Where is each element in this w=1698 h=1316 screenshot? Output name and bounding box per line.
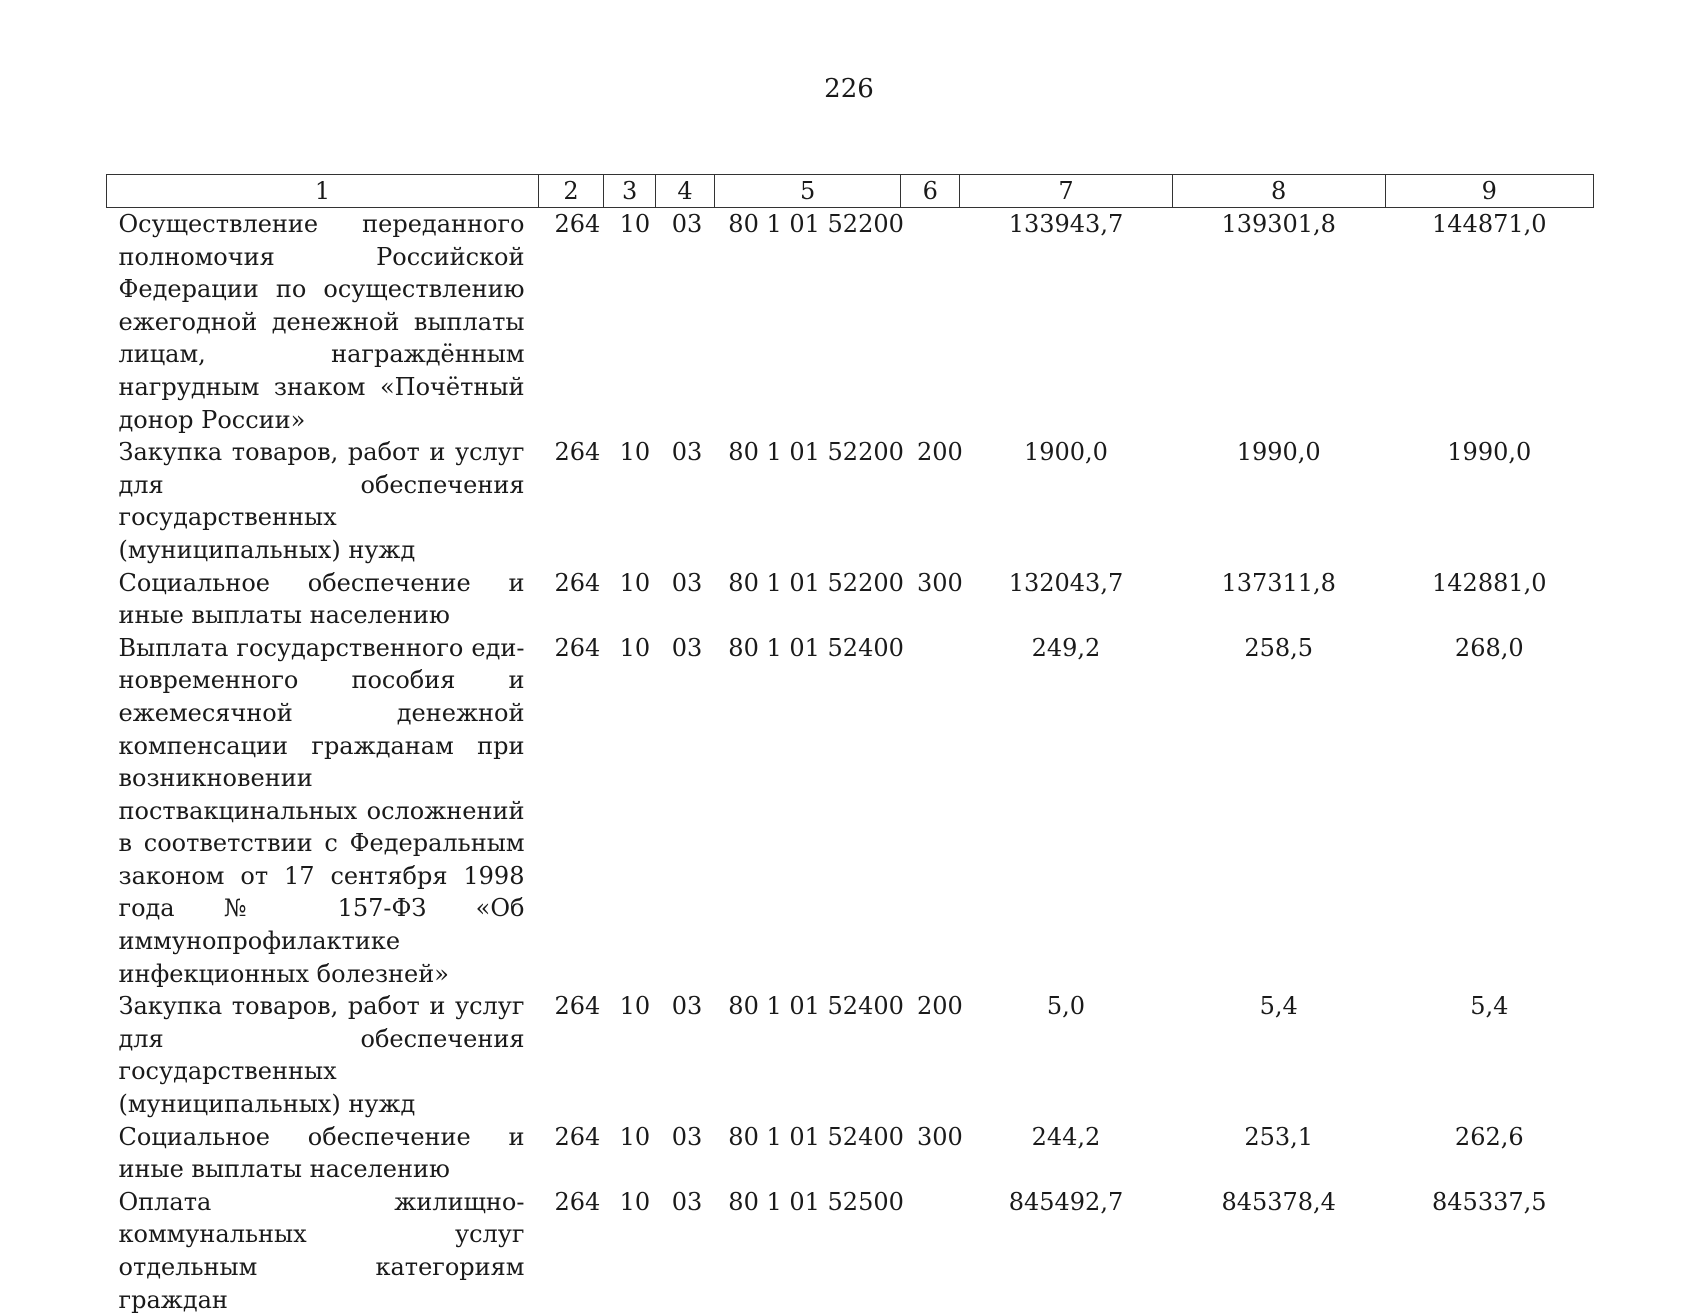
table-header-row bbox=[107, 175, 1594, 208]
cell-col-8: 845378,4 bbox=[1221, 1187, 1336, 1216]
cell-col-2: 264 bbox=[554, 1187, 601, 1216]
cell-col-6 bbox=[901, 632, 960, 991]
cell-col-9: 5,4 bbox=[1470, 992, 1509, 1021]
cell-col-8: 253,1 bbox=[1244, 1122, 1314, 1151]
cell-col-6: 300 bbox=[916, 1122, 963, 1151]
cell-col-2: 264 bbox=[554, 438, 601, 467]
cell-col-4: 03 bbox=[671, 1187, 703, 1216]
row-description: Социальное обеспечение и иные выплаты населению bbox=[118, 1122, 525, 1184]
cell-col-9: 144871,0 bbox=[1432, 210, 1547, 238]
cell-col-5: 80 1 01 52400 bbox=[728, 1122, 904, 1151]
cell-col-8: 1990,0 bbox=[1236, 438, 1321, 467]
budget-table bbox=[106, 174, 1594, 1316]
table-row bbox=[107, 632, 1594, 991]
table-row bbox=[107, 1121, 1594, 1186]
cell-col-5: 80 1 01 52400 bbox=[728, 992, 904, 1021]
cell-col-3: 10 bbox=[619, 1122, 651, 1151]
cell-col-3: 10 bbox=[619, 438, 651, 467]
column-header: 8 bbox=[1172, 175, 1385, 208]
cell-col-7: 132043,7 bbox=[1008, 568, 1124, 597]
cell-col-6: 200 bbox=[916, 438, 963, 467]
column-header: 1 bbox=[107, 175, 539, 208]
cell-col-5: 80 1 01 52200 bbox=[728, 438, 904, 467]
cell-col-2: 264 bbox=[554, 210, 601, 238]
cell-col-8: 5,4 bbox=[1259, 992, 1298, 1021]
cell-col-2: 264 bbox=[554, 992, 601, 1021]
cell-col-7: 5,0 bbox=[1046, 992, 1086, 1021]
cell-col-7: 1900,0 bbox=[1023, 438, 1108, 467]
column-header: 4 bbox=[656, 175, 715, 208]
cell-col-7: 133943,7 bbox=[1008, 210, 1124, 238]
table-row bbox=[107, 436, 1594, 566]
table-row bbox=[107, 567, 1594, 632]
cell-col-5: 80 1 01 52400 bbox=[728, 633, 904, 662]
cell-col-8: 139301,8 bbox=[1221, 210, 1336, 238]
cell-col-3: 10 bbox=[619, 210, 651, 238]
row-description: Социальное обеспечение и иные выплаты населению bbox=[118, 568, 525, 630]
cell-col-8: 258,5 bbox=[1244, 633, 1314, 662]
table-row bbox=[107, 990, 1594, 1120]
cell-col-3: 10 bbox=[619, 992, 651, 1021]
cell-col-3: 10 bbox=[619, 568, 651, 597]
cell-col-5: 80 1 01 52200 bbox=[728, 568, 904, 597]
column-header: 6 bbox=[901, 175, 960, 208]
cell-col-9: 262,6 bbox=[1454, 1122, 1524, 1151]
cell-col-6 bbox=[901, 1186, 960, 1316]
row-description: Выплата государственного единовременного пособия и ежемесячной денежной компенсации гражданам при возникновении поствакцинальных осложнений в соответствии с Федеральным законом от 17 сентября 1998 года № 157-ФЗ «Об иммунопрофилактике инфекционных болезней» bbox=[118, 633, 525, 988]
cell-col-7: 244,2 bbox=[1031, 1122, 1101, 1151]
row-description: Оплата жилищно-коммунальных услуг отдельным категориям граждан bbox=[118, 1187, 525, 1314]
cell-col-9: 268,0 bbox=[1454, 633, 1524, 662]
cell-col-6: 200 bbox=[916, 992, 963, 1021]
cell-col-4: 03 bbox=[671, 210, 703, 238]
column-header: 7 bbox=[960, 175, 1173, 208]
cell-col-9: 845337,5 bbox=[1432, 1187, 1547, 1216]
cell-col-6 bbox=[901, 208, 960, 437]
table-row bbox=[107, 1186, 1594, 1316]
cell-col-7: 249,2 bbox=[1031, 633, 1101, 662]
cell-col-7: 845492,7 bbox=[1008, 1187, 1124, 1216]
row-description: Закупка товаров, работ и услуг для обеспечения государственных (муниципальных) нужд bbox=[118, 438, 525, 564]
cell-col-5: 80 1 01 52200 bbox=[728, 210, 904, 238]
cell-col-9: 1990,0 bbox=[1447, 438, 1532, 467]
cell-col-4: 03 bbox=[671, 438, 703, 467]
page-number: 226 bbox=[824, 74, 874, 104]
cell-col-4: 03 bbox=[671, 992, 703, 1021]
cell-col-4: 03 bbox=[671, 633, 703, 662]
row-description: Закупка товаров, работ и услуг для обеспечения государственных (муниципальных) нужд bbox=[118, 992, 525, 1119]
cell-col-2: 264 bbox=[554, 568, 601, 597]
cell-col-3: 10 bbox=[619, 633, 651, 662]
cell-col-5: 80 1 01 52500 bbox=[728, 1187, 904, 1216]
column-header: 3 bbox=[604, 175, 656, 208]
cell-col-4: 03 bbox=[671, 568, 703, 597]
cell-col-6: 300 bbox=[916, 568, 963, 597]
row-description: Осуществление переданного полномочия Российской Федерации по осуществлению ежегодной денежной выплаты лицам, награждённым нагрудным знаком «Почётный донор России» bbox=[118, 210, 525, 434]
column-header: 2 bbox=[538, 175, 603, 208]
column-header: 9 bbox=[1385, 175, 1593, 208]
cell-col-3: 10 bbox=[619, 1187, 651, 1216]
column-header: 5 bbox=[714, 175, 901, 208]
cell-col-2: 264 bbox=[554, 1122, 601, 1151]
table-row bbox=[107, 208, 1594, 437]
cell-col-4: 03 bbox=[671, 1122, 703, 1151]
cell-col-9: 142881,0 bbox=[1432, 568, 1547, 597]
cell-col-8: 137311,8 bbox=[1221, 568, 1336, 597]
cell-col-2: 264 bbox=[554, 633, 601, 662]
